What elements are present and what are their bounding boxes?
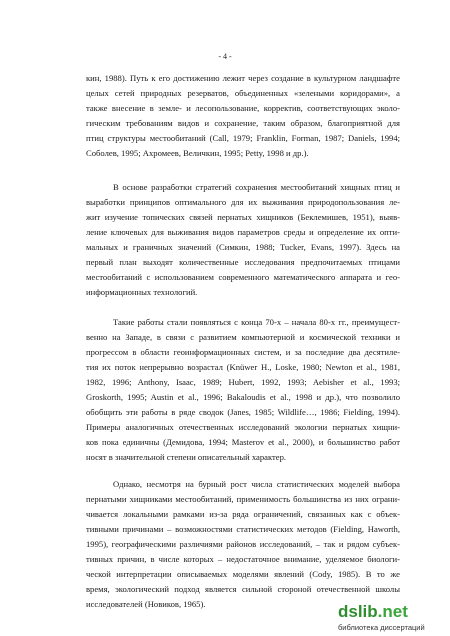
paragraph-2 <box>86 180 400 300</box>
text-line: чивается локальными рамками из-за ряда ограничений, связанных как с объек- <box>86 509 400 519</box>
paragraph-4 <box>86 477 400 612</box>
text-line: прогрессом в области геоинформационных систем, и за последние два десятиле- <box>86 347 400 357</box>
text-line: выработки принципов оптимального для их выживания природопользования ле- <box>86 197 400 207</box>
text-line: 1995), географическими различиями районов исследований, – так и рядом субъек- <box>86 539 400 549</box>
text-line: время, экологический подход является сильной стороной отечественной школы <box>86 584 400 594</box>
text-line: тия их поток непрерывно возрастал (Knüwer H., Loske, 1980; Newton et al., 1981, <box>86 362 400 372</box>
text-line: В основе разработки стратегий сохранения местообитаний хищных птиц и <box>113 182 400 192</box>
text-line: кин, 1988). Путь к его достижению лежит через создание в культурном ландшафте <box>86 73 400 83</box>
text-line: тивными причинами – возможностями статистических методов (Fielding, Haworth, <box>86 524 400 534</box>
text-line: местообитаний с использованием современного математического аппарата и гео- <box>86 272 400 282</box>
text-line: ческой интерпретации описываемых моделями явлений (Cody, 1985). В то же <box>86 569 400 579</box>
text-line: ков пока единичны (Демидова, 1994; Masterov et al., 2000), и большинство работ <box>86 437 400 447</box>
text-line: носят в значительной степени описательный характер. <box>86 452 287 462</box>
text-line: жит изучение топических связей пернатых хищников (Беклемишев, 1951), выяв- <box>86 212 400 222</box>
watermark-logo <box>338 602 446 634</box>
text-line: первый план выходят количественные исследования предпочитаемых птицами <box>86 257 400 267</box>
logo-main: dslib <box>338 602 378 621</box>
text-line: информационных технологий. <box>86 287 198 297</box>
text-line: Однако, несмотря на бурный рост числа статистических моделей выбора <box>113 479 400 489</box>
text-line: венно на Западе, в связи с развитием компьютерной и космической техники и <box>86 332 400 342</box>
text-line: Примеры аналогичных отечественных исследований экологии пернатых хищни- <box>86 422 400 432</box>
logo-ext: .net <box>377 602 408 621</box>
text-line: ление ключевых для выживания видов параметров среды и определение их опти- <box>86 227 400 237</box>
page-number: - 4 - <box>218 52 232 61</box>
text-line: 1982, 1996; Anthony, Isaac, 1989; Hubert, 1992, 1993; Aebisher et al., 1993; <box>86 377 400 387</box>
site-logo <box>338 602 408 622</box>
text-line: Такие работы стали появляться с конца 70-х – начала 80-х гг., преимущест- <box>113 317 400 327</box>
text-line: обобщить эти работы в ряде сводок (Janes, 1985; Wildlife…, 1986; Fielding, 1994). <box>86 407 400 417</box>
text-line: мальных и граничных значений (Симкин, 1988; Tucker, Evans, 1997). Здесь на <box>86 242 400 252</box>
text-line: целых сетей природных резерватов, объединенных «зелеными коридорами», а <box>86 88 400 98</box>
logo-subtitle: библиотека диссертаций <box>338 623 425 632</box>
text-line: также внесение в земле- и лесопользование, корректив, соответствующих эколо- <box>86 103 400 113</box>
text-line: тивных причин, в числе которых – недостаточное внимание, уделяемое биологи- <box>86 554 400 564</box>
paragraph-1 <box>86 71 400 161</box>
text-line: гическим требованиям видов и сохранение, таким образом, благоприятной для <box>86 118 400 128</box>
text-line: Соболев, 1995; Ахромеев, Величкин, 1995; Petty, 1998 и др.). <box>86 148 309 158</box>
paragraph-3 <box>86 315 400 465</box>
text-line: Groskorth, 1995; Austin et al., 1996; Bakaloudis et al., 1998 и др.), что позволило <box>86 392 400 402</box>
text-line: исследователей (Новиков, 1965). <box>86 599 206 609</box>
text-line: пернатыми хищниками местообитаний, применимость большинства из них ограни- <box>86 494 400 504</box>
text-line: птиц структуры местообитаний (Call, 1979; Franklin, Forman, 1987; Daniels, 1994; <box>86 133 400 143</box>
